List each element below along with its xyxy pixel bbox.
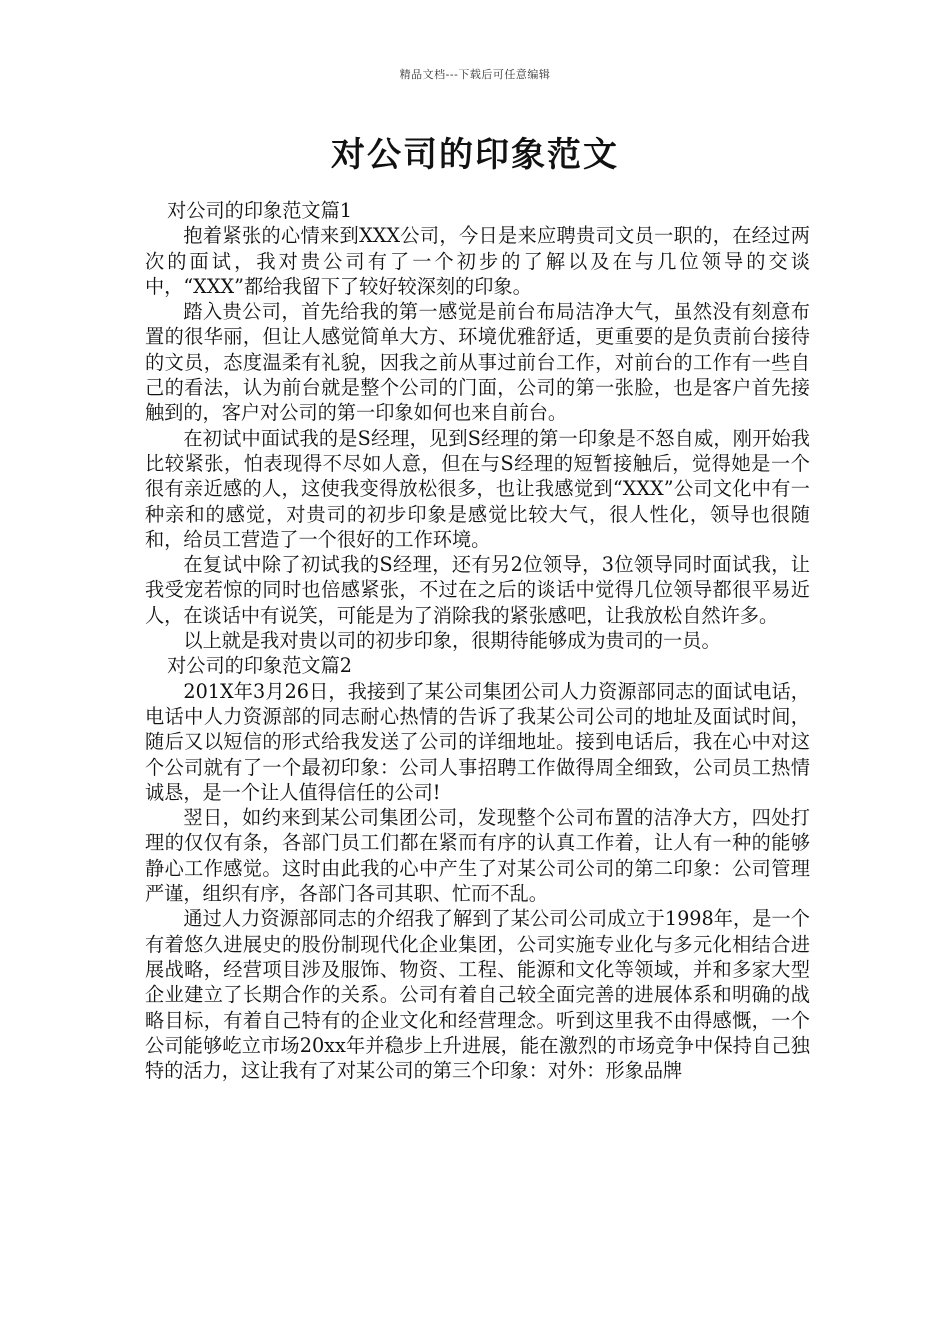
paragraph: 通过人力资源部同志的介绍我了解到了某公司公司成立于1998年，是一个有着悠久进展史的股份制现代化企业集团，公司实施专业化与多元化相结合进展战略，经营项目涉及服饰、物资、工程、能源和文化等领域，并和多家大型企业建立了长期合作的关系。公司有着自己较全面完善的进展体系和明确的战略目标，有着自己特有的企业文化和经营理念。听到这里我不由得感慨，一个公司能够屹立市场20xx年并稳步上升进展，能在激烈的市场竞争中保持自己独特的活力，这让我有了对某公司的第三个印象：对外：形象品牌 [145,907,810,1083]
paragraph: 抱着紧张的心情来到XXX公司，今日是来应聘贵司文员一职的，在经过两次的面试，我对贵公司有了一个初步的了解以及在与几位领导的交谈中，“XXX”都给我留下了较好较深刻的印象。 [145,224,810,298]
section-heading-2: 对公司的印象范文篇2 [167,654,352,678]
paragraph: 在初试中面试我的是S经理，见到S经理的第一印象是不怒自威，刚开始我比较紧张，怕表现得不尽如人意，但在与S经理的短暂接触后，觉得她是一个很有亲近感的人，这使我变得放松很多，也让我感觉到“XXX”公司文化中有一种亲和的感觉，对贵司的初步印象是感觉比较大气，很人性化，领导也很随和，给员工营造了一个很好的工作环境。 [145,426,810,551]
paragraph: 在复试中除了初试我的S经理，还有另2位领导，3位领导同时面试我，让我受宠若惊的同时也倍感紧张，不过在之后的谈话中觉得几位领导都很平易近人，在谈话中有说笑，可能是为了消除我的紧张感吧，让我放松自然许多。 [145,553,810,627]
paragraph: 踏入贵公司，首先给我的第一感觉是前台布局洁净大气，虽然没有刻意布置的很华丽，但让人感觉简单大方、环境优雅舒适，更重要的是负责前台接待的文员，态度温柔有礼貌，因我之前从事过前台工作，对前台的工作有一些自己的看法，认为前台就是整个公司的门面，公司的第一张脸，也是客户首先接触到的，客户对公司的第一印象如何也来自前台。 [145,300,810,425]
section-heading-1: 对公司的印象范文篇1 [167,199,352,222]
document-body [145,198,810,1083]
paragraph: 201X年3月26日，我接到了某公司集团公司人力资源部同志的面试电话，电话中人力资源部的同志耐心热情的告诉了我某公司公司的地址及面试时间，随后又以短信的形式给我发送了公司的详细地址。接到电话后，我在心中对这个公司就有了一个最初印象：公司人事招聘工作做得周全细致，公司员工热情诚恳，是一个让人值得信任的公司! [145,679,810,804]
paragraph: 翌日，如约来到某公司集团公司，发现整个公司布置的洁净大方，四处打理的仅仅有条，各部门员工们都在紧而有序的认真工作着，让人有一种的能够静心工作感觉。这时由此我的心中产生了对某公司公司的第二印象：公司管理严谨，组织有序，各部门各司其职、忙而不乱。 [145,806,810,906]
paragraph: 以上就是我对贵以司的初步印象，很期待能够成为贵司的一员。 [183,629,721,653]
page-header: 精品文档---下载后可任意编辑 [399,68,551,81]
document-title: 对公司的印象范文 [331,135,619,175]
